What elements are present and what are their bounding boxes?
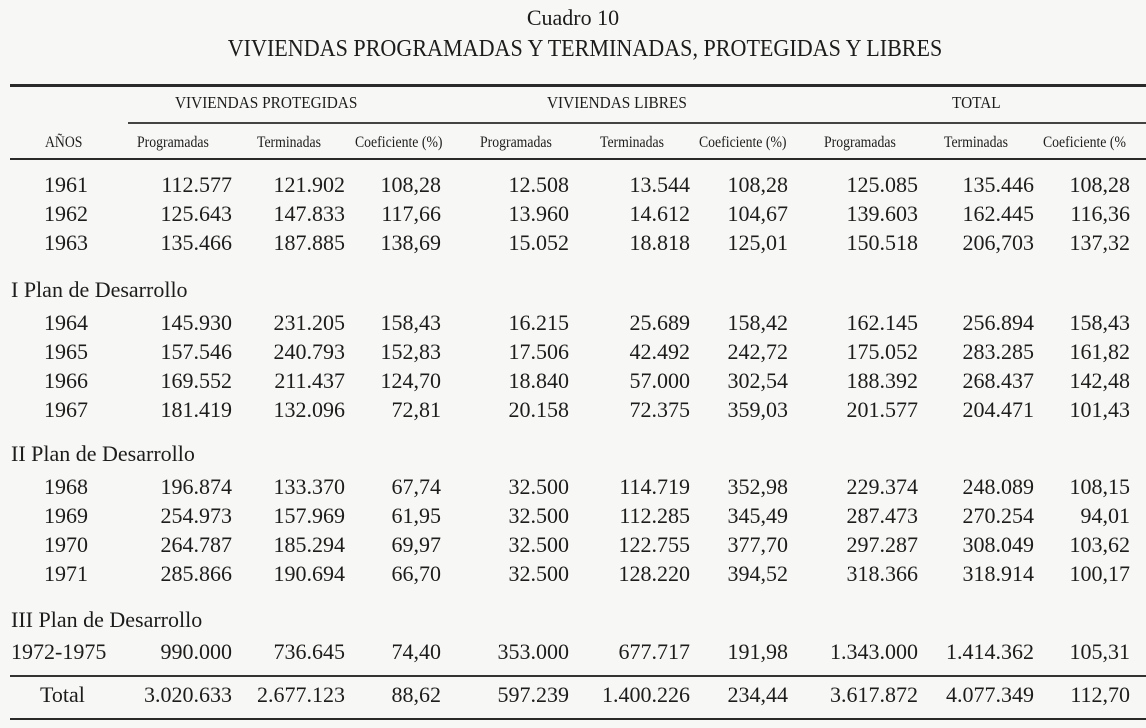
table-cell: 229.374	[846, 474, 918, 499]
table-cell: 112.285	[619, 503, 690, 528]
table-cell: 12.508	[508, 172, 569, 197]
table-cell: 162.445	[962, 201, 1034, 226]
table-row	[0, 503, 1146, 531]
row-label: 1966	[44, 368, 88, 393]
col-header-lib-terminadas: Terminadas	[600, 134, 664, 151]
table-cell: 66,70	[391, 561, 441, 586]
table-cell: 211.437	[274, 368, 345, 393]
table-cell: 4.077.349	[946, 682, 1034, 707]
total-row	[0, 682, 1146, 710]
table-cell: 112.577	[161, 172, 232, 197]
table-cell: 158,43	[380, 310, 441, 335]
table-cell: 142,48	[1069, 368, 1130, 393]
row-label: Total	[40, 682, 85, 707]
table-cell: 105,31	[1069, 639, 1130, 664]
table-cell: 72,81	[391, 397, 441, 422]
table-cell: 14.612	[629, 201, 690, 226]
table-cell: 150.518	[846, 230, 918, 255]
table-cell: 88,62	[391, 682, 441, 707]
table-cell: 187.885	[273, 230, 345, 255]
table-cell: 161,82	[1069, 339, 1130, 364]
table-cell: 137,32	[1069, 230, 1130, 255]
table-cell: 100,17	[1069, 561, 1130, 586]
table-cell: 69,97	[391, 532, 441, 557]
table-cell: 175.052	[846, 339, 918, 364]
table-row	[0, 561, 1146, 589]
table-cell: 318.914	[962, 561, 1034, 586]
section-label: I Plan de Desarrollo	[11, 277, 188, 302]
table-cell: 135.466	[160, 230, 232, 255]
table-subtitle: VIVIENDAS PROGRAMADAS Y TERMINADAS, PROTEGIDAS Y LIBRES	[227, 36, 943, 62]
col-header-tot-coeficiente: Coeficiente (%	[1043, 134, 1126, 151]
table-cell: 268.437	[962, 368, 1034, 393]
table-row	[0, 310, 1146, 338]
table-cell: 116,36	[1070, 201, 1130, 226]
col-header-lib-coeficiente: Coeficiente (%)	[699, 134, 787, 151]
table-row	[0, 532, 1146, 560]
row-label: 1972-1975	[11, 639, 107, 664]
row-label: 1971	[44, 561, 88, 586]
table-cell: 206,703	[962, 230, 1034, 255]
table-cell: 132.096	[273, 397, 345, 422]
table-cell: 108,28	[1069, 172, 1130, 197]
row-label: 1961	[44, 172, 88, 197]
group-header-libres: VIVIENDAS LIBRES	[547, 93, 687, 112]
table-cell: 3.617.872	[830, 682, 918, 707]
group-header-total: TOTAL	[952, 93, 1001, 112]
row-label: 1962	[44, 201, 88, 226]
table-cell: 42.492	[629, 339, 690, 364]
section-label: III Plan de Desarrollo	[11, 607, 203, 632]
table-cell: 242,72	[727, 339, 788, 364]
table-cell: 231.205	[273, 310, 345, 335]
bottom-rule	[10, 718, 1146, 720]
row-label: 1967	[44, 397, 88, 422]
table-cell: 254.973	[160, 503, 232, 528]
table-cell: 124,70	[380, 368, 441, 393]
col-header-prot-programadas: Programadas	[137, 134, 209, 151]
table-cell: 990.000	[160, 639, 232, 664]
table-cell: 13.960	[508, 201, 569, 226]
table-cell: 345,49	[727, 503, 788, 528]
table-row	[0, 639, 1146, 667]
table-cell: 112,70	[1070, 682, 1130, 707]
table-cell: 117,66	[381, 201, 441, 226]
header-rule	[10, 158, 1146, 160]
table-cell: 125.643	[160, 201, 232, 226]
table-cell: 162.145	[846, 310, 918, 335]
table-cell: 74,40	[391, 639, 441, 664]
row-label: 1965	[44, 339, 88, 364]
row-label: 1970	[44, 532, 88, 557]
table-cell: 204.471	[962, 397, 1034, 422]
table-cell: 1.343.000	[830, 639, 918, 664]
table-cell: 17.506	[508, 339, 569, 364]
table-cell: 287.473	[846, 503, 918, 528]
table-cell: 94,01	[1080, 503, 1130, 528]
table-cell: 191,98	[727, 639, 788, 664]
table-cell: 677.717	[618, 639, 690, 664]
table-cell: 121.902	[273, 172, 345, 197]
table-cell: 201.577	[846, 397, 918, 422]
table-title: Cuadro 10	[526, 5, 620, 30]
table-cell: 147.833	[273, 201, 345, 226]
col-header-lib-programadas: Programadas	[480, 134, 552, 151]
table-cell: 196.874	[160, 474, 232, 499]
table-cell: 394,52	[727, 561, 788, 586]
table-row	[0, 339, 1146, 367]
table-cell: 18.840	[508, 368, 569, 393]
table-cell: 13.544	[629, 172, 690, 197]
col-header-tot-programadas: Programadas	[824, 134, 896, 151]
section-label: II Plan de Desarrollo	[11, 441, 195, 466]
table-cell: 234,44	[727, 682, 788, 707]
table-cell: 114.719	[619, 474, 690, 499]
table-cell: 57.000	[629, 368, 690, 393]
col-header-prot-terminadas: Terminadas	[257, 134, 321, 151]
group-underline	[128, 122, 1146, 124]
group-header-protegidas: VIVIENDAS PROTEGIDAS	[175, 93, 358, 112]
table-cell: 270.254	[962, 503, 1034, 528]
table-cell: 16.215	[508, 310, 569, 335]
col-header-tot-terminadas: Terminadas	[944, 134, 1008, 151]
table-cell: 308.049	[962, 532, 1034, 557]
table-cell: 256.894	[962, 310, 1034, 335]
table-cell: 101,43	[1069, 397, 1130, 422]
table-cell: 108,15	[1069, 474, 1130, 499]
table-cell: 190.694	[273, 561, 345, 586]
table-cell: 185.294	[273, 532, 345, 557]
table-cell: 353.000	[497, 639, 569, 664]
table-row	[0, 368, 1146, 396]
table-cell: 318.366	[846, 561, 918, 586]
table-cell: 597.239	[497, 682, 569, 707]
table-cell: 359,03	[727, 397, 788, 422]
table-cell: 285.866	[160, 561, 232, 586]
table-cell: 125,01	[727, 230, 788, 255]
table-cell: 158,43	[1069, 310, 1130, 335]
table-cell: 302,54	[727, 368, 788, 393]
table-cell: 128.220	[618, 561, 690, 586]
table-cell: 72.375	[629, 397, 690, 422]
table-cell: 152,83	[380, 339, 441, 364]
table-cell: 108,28	[727, 172, 788, 197]
table-row	[0, 474, 1146, 502]
table-cell: 736.645	[273, 639, 345, 664]
table-cell: 103,62	[1069, 532, 1130, 557]
table-cell: 20.158	[508, 397, 569, 422]
table-cell: 61,95	[391, 503, 441, 528]
table-cell: 125.085	[846, 172, 918, 197]
row-label: 1969	[44, 503, 88, 528]
table-cell: 248.089	[962, 474, 1034, 499]
table-cell: 158,42	[727, 310, 788, 335]
row-label: 1964	[44, 310, 88, 335]
table-cell: 25.689	[629, 310, 690, 335]
years-header: AÑOS	[45, 134, 83, 151]
table-cell: 157.546	[160, 339, 232, 364]
table-cell: 157.969	[273, 503, 345, 528]
top-rule	[10, 84, 1146, 87]
table-cell: 2.677.123	[257, 682, 345, 707]
table-cell: 297.287	[846, 532, 918, 557]
table-cell: 104,67	[727, 201, 788, 226]
table-cell: 188.392	[846, 368, 918, 393]
table-cell: 377,70	[727, 532, 788, 557]
table-cell: 169.552	[160, 368, 232, 393]
table-cell: 181.419	[160, 397, 232, 422]
table-cell: 15.052	[508, 230, 569, 255]
table-cell: 18.818	[629, 230, 690, 255]
row-label: 1968	[44, 474, 88, 499]
table-cell: 67,74	[391, 474, 441, 499]
table-cell: 32.500	[508, 532, 569, 557]
table-row	[0, 397, 1146, 425]
table-cell: 283.285	[962, 339, 1034, 364]
table-cell: 145.930	[160, 310, 232, 335]
table-row	[0, 230, 1146, 258]
table-cell: 1.400.226	[602, 682, 690, 707]
table-cell: 139.603	[846, 201, 918, 226]
table-cell: 32.500	[508, 561, 569, 586]
table-cell: 108,28	[380, 172, 441, 197]
table-cell: 32.500	[508, 474, 569, 499]
table-cell: 352,98	[727, 474, 788, 499]
pre-total-rule	[10, 675, 1146, 677]
table-cell: 138,69	[380, 230, 441, 255]
table-cell: 32.500	[508, 503, 569, 528]
table-cell: 240.793	[273, 339, 345, 364]
col-header-prot-coeficiente: Coeficiente (%)	[355, 134, 443, 151]
row-label: 1963	[44, 230, 88, 255]
table-row	[0, 172, 1146, 200]
table-cell: 264.787	[160, 532, 232, 557]
table-cell: 3.020.633	[144, 682, 232, 707]
table-row	[0, 201, 1146, 229]
table-cell: 1.414.362	[946, 639, 1034, 664]
table-cell: 135.446	[962, 172, 1034, 197]
table-cell: 133.370	[273, 474, 345, 499]
table-cell: 122.755	[618, 532, 690, 557]
